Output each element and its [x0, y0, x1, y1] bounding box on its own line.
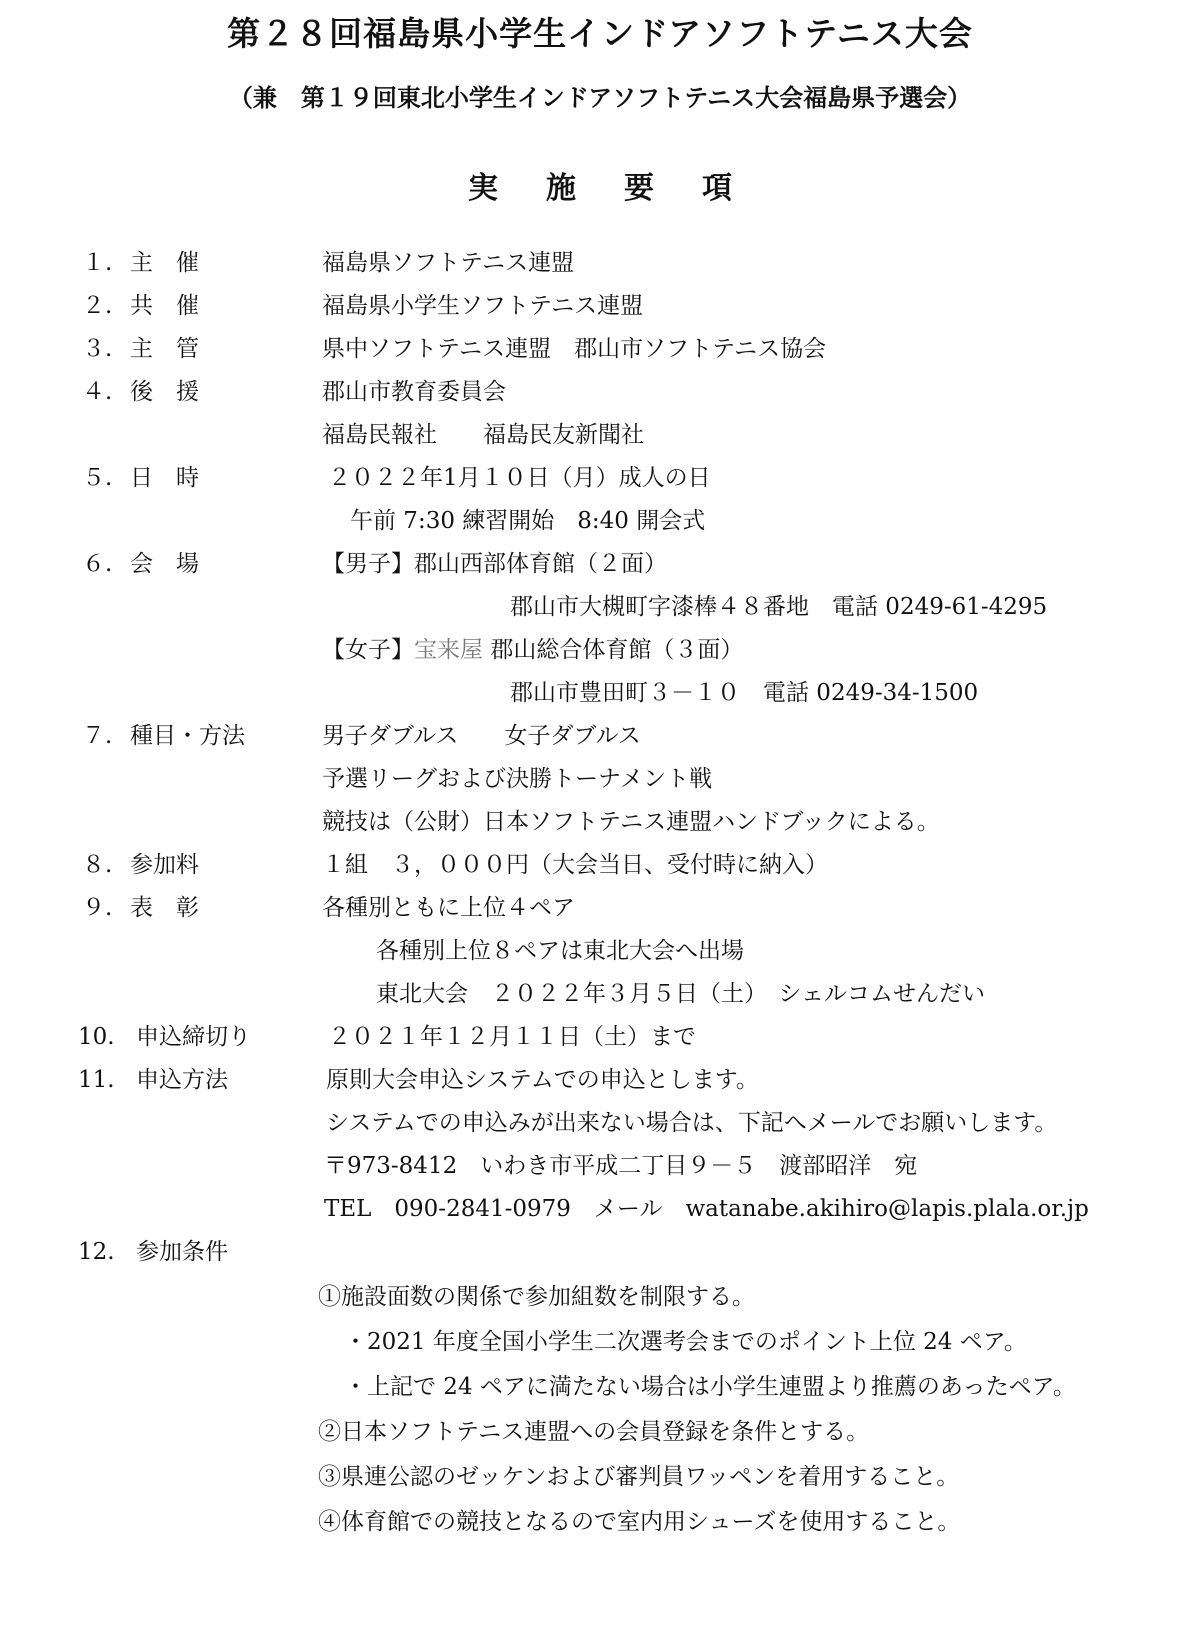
item-7-value-3: 競技は（公財）日本ソフトテニス連盟ハンドブックによる。 [322, 809, 940, 835]
item-5-value-2: 午前 7:30 練習開始 8:40 開会式 [350, 508, 706, 534]
women-venue-line [322, 635, 743, 665]
item-7-value-2: 予選リーグおよび決勝トーナメント戦 [322, 766, 713, 792]
document-title: 第２８回福島県小学生インドアソフトテニス大会 [227, 14, 973, 53]
condition-4: ④体育館での競技となるので室内用シューズを使用すること。 [318, 1509, 961, 1535]
item-12-label: 参加条件 [136, 1239, 228, 1265]
men-tag: 【男子】 [322, 551, 414, 577]
item-2-number: ２. [82, 293, 113, 319]
item-4-number: ４. [82, 379, 113, 405]
item-10-label: 申込締切り [136, 1024, 251, 1050]
item-9-label: 表 彰 [130, 895, 199, 921]
item-1-value: 福島県ソフトテニス連盟 [322, 250, 575, 276]
item-10-value: ２０２１年１２月１１日（土）まで [328, 1024, 696, 1050]
men-venue-address: 郡山市大槻町字漆棒４８番地 電話 0249-61-4295 [510, 594, 1048, 620]
item-6-number: ６. [82, 551, 113, 577]
item-7-number: ７. [82, 723, 113, 749]
item-8-value: １組 ３，０００円（大会当日、受付時に納入） [322, 852, 828, 878]
condition-1-a: ・2021 年度全国小学生二次選考会までのポイント上位 24 ペア。 [344, 1329, 1027, 1355]
condition-3: ③県連公認のゼッケンおよび審判員ワッペンを着用すること。 [318, 1464, 960, 1490]
item-11-label: 申込方法 [136, 1067, 228, 1093]
item-8-label: 参加料 [130, 852, 199, 878]
women-venue: 郡山総合体育館（３面） [490, 637, 744, 663]
item-6-label: 会 場 [130, 551, 199, 577]
item-5-label: 日 時 [130, 465, 199, 491]
item-3-number: ３. [82, 336, 113, 362]
men-venue-line [322, 549, 667, 579]
item-9-value-2: 各種別上位８ペアは東北大会へ出場 [376, 938, 744, 964]
item-11-value-3: 〒973-8412 いわき市平成二丁目９－５ 渡部昭洋 宛 [324, 1153, 918, 1179]
item-11-contact: TEL 090-2841-0979 メール watanabe.akihiro@lapis.plala.or.jp [324, 1196, 1089, 1222]
item-12-number: 12. [78, 1239, 115, 1265]
item-9-value-1: 各種別ともに上位４ペア [322, 895, 575, 921]
item-3-value: 県中ソフトテニス連盟 郡山市ソフトテニス協会 [322, 336, 827, 362]
item-11-value-2: システムでの申込みが出来ない場合は、下記へメールでお願いします。 [326, 1110, 1058, 1136]
item-9-number: ９. [82, 895, 113, 921]
item-7-label: 種目・方法 [130, 723, 245, 749]
condition-1: ①施設面数の関係で参加組数を制限する。 [318, 1284, 755, 1310]
item-2-value: 福島県小学生ソフトテニス連盟 [322, 293, 644, 319]
condition-2: ②日本ソフトテニス連盟への会員登録を条件とする。 [318, 1419, 870, 1445]
item-3-label: 主 管 [130, 336, 199, 362]
item-2-label: 共 催 [130, 293, 199, 319]
item-5-number: ５. [82, 465, 113, 491]
item-10-number: 10. [78, 1024, 115, 1050]
document-subtitle: （兼 第１９回東北小学生インドアソフトテニス大会福島県予選会） [228, 84, 972, 112]
item-1-label: 主 催 [130, 250, 199, 276]
women-tag: 【女子】 [322, 637, 414, 663]
item-4-value-1: 郡山市教育委員会 [322, 379, 506, 405]
item-5-value-1: ２０２２年1月１０日（月）成人の日 [328, 465, 711, 491]
men-venue: 郡山西部体育館（２面） [414, 551, 667, 577]
item-9-value-3: 東北大会 ２０２２年３月５日（土） シェルコムせんだい [376, 981, 986, 1007]
item-7-value-1: 男子ダブルス 女子ダブルス [322, 723, 641, 749]
condition-1-b: ・上記で 24 ペアに満たない場合は小学生連盟より推薦のあったペア。 [344, 1374, 1076, 1400]
item-8-number: ８. [82, 852, 113, 878]
women-venue-address: 郡山市豊田町３－１０ 電話 0249-34-1500 [510, 680, 979, 706]
item-11-number: 11. [78, 1067, 115, 1093]
item-4-label: 後 援 [130, 379, 199, 405]
item-1-number: １. [82, 250, 113, 276]
item-4-value-2: 福島民報社 福島民友新聞社 [322, 422, 644, 448]
women-venue-sponsor: 宝来屋 [414, 637, 483, 663]
item-11-value-1: 原則大会申込システムでの申込とします。 [326, 1067, 759, 1093]
section-heading: 実施要項 [468, 171, 780, 206]
